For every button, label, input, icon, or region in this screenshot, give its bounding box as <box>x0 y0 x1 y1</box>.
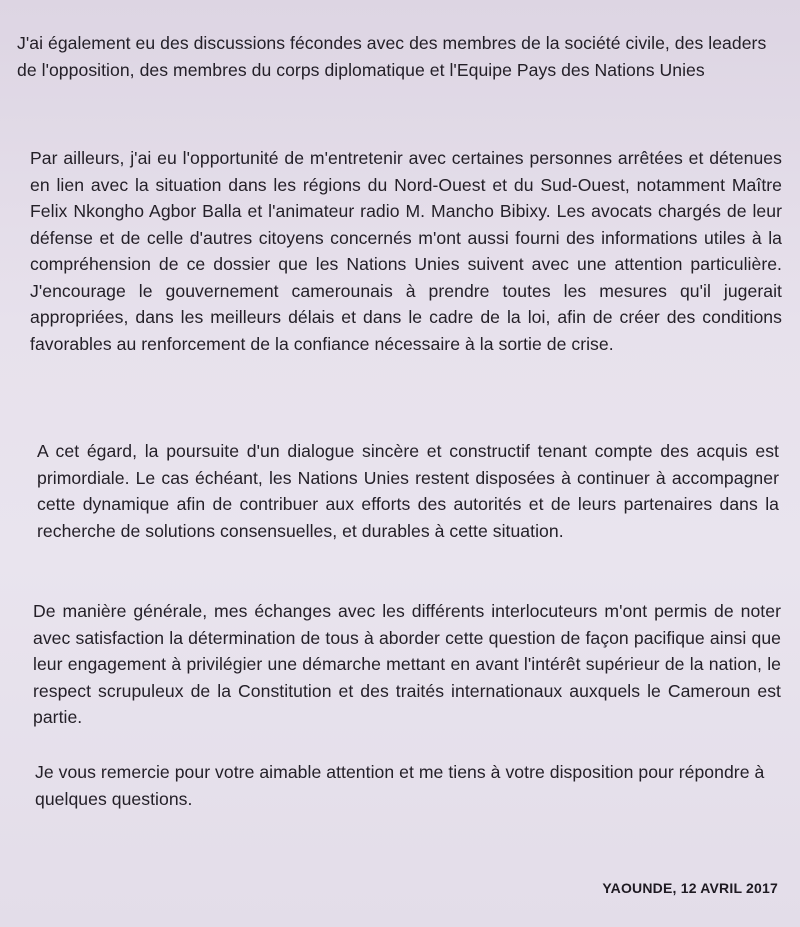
paragraph-discussions: J'ai également eu des discussions fécondes avec des membres de la société civile, des leaders de l'opposition, des membres du corps diplomatique et l'Equipe Pays des Nations Unies <box>17 33 767 80</box>
place-date-signoff: YAOUNDE, 12 AVRIL 2017 <box>602 880 778 896</box>
paragraph-detained-persons: Par ailleurs, j'ai eu l'opportunité de m'entretenir avec certaines personnes arrêtées et détenues en lien avec la situation dans les régions du Nord-Ouest et du Sud-Ouest, notamment Maître Felix Nkongho Agbor Balla et l'animateur radio M. Mancho Bibixy. Les avocats chargés de leur défense et de celle d'autres citoyens concernés m'ont aussi fourni des informations utiles à la compréhension de ce dossier que les Nations Unies suivent avec une attention particulière. J'encourage le gouvernement camerounais à prendre toutes les mesures qu'il jugerait appropriées, dans les meilleurs délais et dans le cadre de la loi, afin de créer des conditions favorables au renforcement de la confiance nécessaire à la sortie de crise. <box>30 148 782 354</box>
paragraph-general-exchanges: De manière générale, mes échanges avec les différents interlocuteurs m'ont permis de noter avec satisfaction la détermination de tous à aborder cette question de façon pacifique ainsi que leur engagement à privilégier une démarche mettant en avant l'intérêt supérieur de la nation, le respect scrupuleux de la Constitution et des traités internationaux auxquels le Cameroun est partie. <box>33 601 781 727</box>
paragraph-dialogue: A cet égard, la poursuite d'un dialogue sincère et constructif tenant compte des acquis est primordiale. Le cas échéant, les Nations Unies restent disposées à continuer à accompagner cette dynamique afin de contribuer aux efforts des autorités et de leurs partenaires dans la recherche de solutions consensuelles, et durables à cette situation. <box>37 441 779 541</box>
paragraph-thanks: Je vous remercie pour votre aimable attention et me tiens à votre disposition pour répondre à quelques questions. <box>35 762 765 809</box>
